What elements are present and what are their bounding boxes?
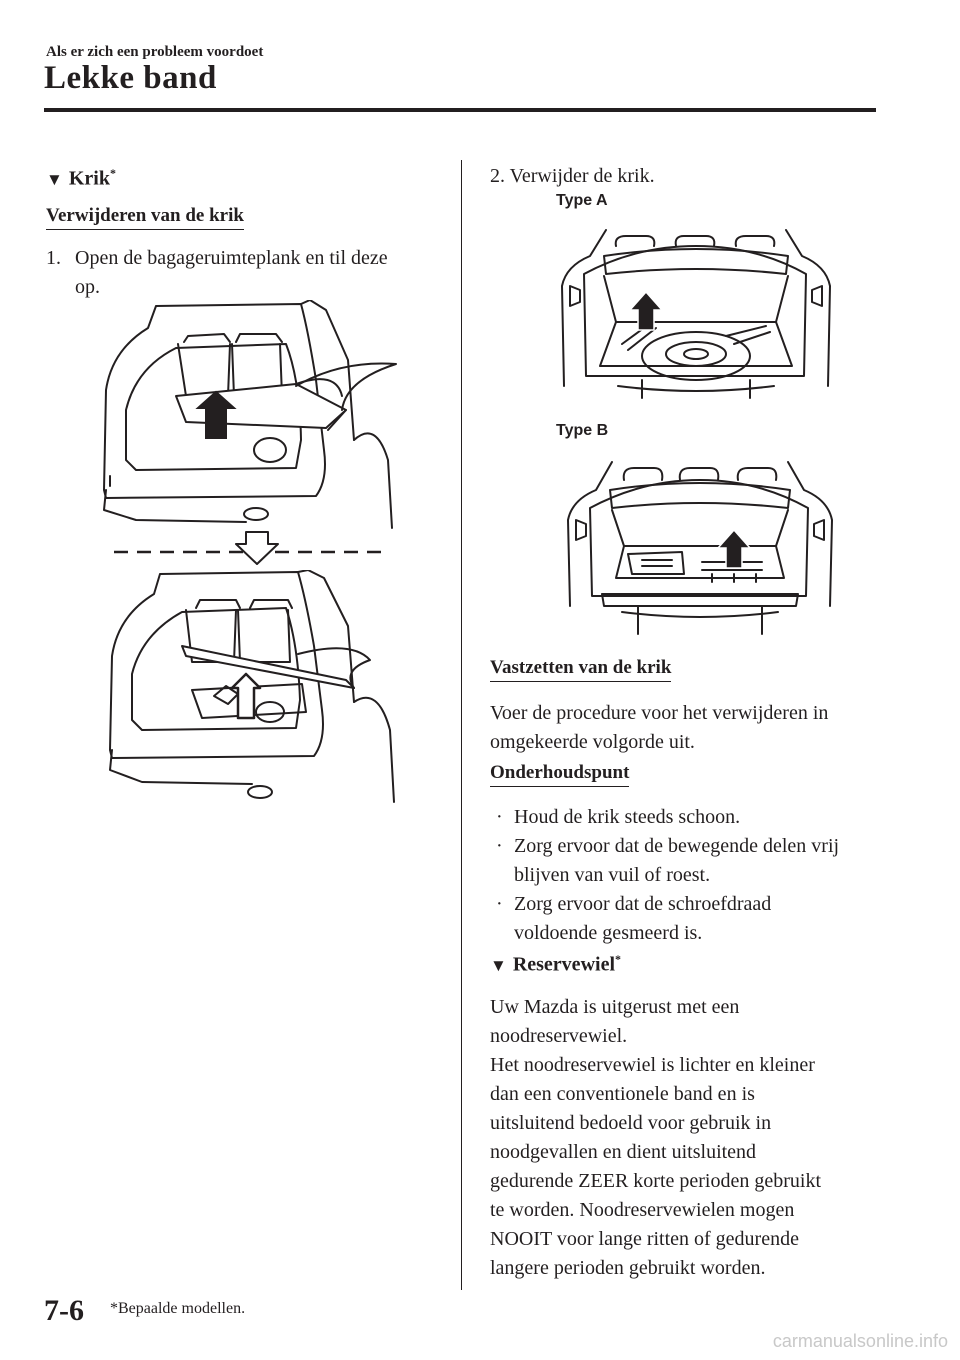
bullet-dot: · — [496, 806, 503, 828]
figure-label-type-b: Type B — [556, 422, 609, 439]
watermark: carmanualsonline.info — [772, 1331, 948, 1351]
step-1-line-2: op. — [75, 276, 100, 298]
spare-paragraph — [490, 993, 821, 1283]
spare-line: gedurende ZEER korte perioden gebruikt — [490, 1170, 821, 1192]
bullet-2-line-1: Zorg ervoor dat de bewegende delen vrij — [514, 835, 840, 857]
bullet-dot: · — [496, 893, 503, 915]
heading-reservewiel — [490, 952, 621, 977]
bullet-dot: · — [496, 835, 503, 857]
heading-reservewiel-text: Reservewiel — [512, 953, 615, 976]
heading-krik — [46, 166, 116, 191]
step-1-line-1: Open de bagageruimteplank en til deze — [75, 247, 388, 269]
spare-line: Het noodreservewiel is lichter en kleiner — [490, 1054, 815, 1076]
secure-line-1: Voer de procedure voor het verwijderen in — [490, 702, 829, 724]
page-title: Lekke band — [44, 60, 217, 96]
illustration-type-b — [562, 456, 838, 636]
spare-line: NOOIT voor lange ritten of gedurende — [490, 1228, 799, 1250]
step-1-number: 1. — [46, 247, 61, 269]
footnote: *Bepaalde modellen. — [110, 1300, 246, 1317]
page-number: 7-6 — [44, 1294, 84, 1327]
illustration-type-a — [556, 226, 836, 402]
spare-line: te worden. Noodreservewielen mogen — [490, 1199, 795, 1221]
column-divider — [461, 160, 462, 1290]
triangle-down-icon: ▼ — [46, 169, 63, 189]
spare-line: langere perioden gebruikt worden. — [490, 1257, 766, 1279]
triangle-down-icon: ▼ — [490, 955, 507, 975]
subheading-secure-jack: Vastzetten van de krik — [490, 657, 671, 682]
spare-line: noodgevallen en dient uitsluitend — [490, 1141, 757, 1163]
bullet-3-line-2: voldoende gesmeerd is. — [514, 922, 703, 944]
section-label: Als er zich een probleem voordoet — [46, 44, 264, 60]
asterisk-mark: * — [615, 952, 621, 966]
step-2: 2. Verwijder de krik. — [490, 165, 655, 187]
secure-line-2: omgekeerde volgorde uit. — [490, 731, 695, 753]
asterisk-mark: * — [109, 166, 116, 180]
figure-label-type-a: Type A — [556, 192, 608, 209]
illustration-lift-cargo-board — [102, 570, 402, 804]
spare-line: dan een conventionele band en is — [490, 1083, 755, 1105]
spare-line: uitsluitend bedoeld voor gebruik in — [490, 1112, 772, 1134]
title-rule — [44, 108, 876, 112]
subheading-maintenance: Onderhoudspunt — [490, 762, 629, 787]
illustration-open-cargo-board — [96, 300, 406, 530]
bullet-3-line-1: Zorg ervoor dat de schroefdraad — [514, 893, 772, 915]
spare-line: Uw Mazda is uitgerust met een — [490, 996, 740, 1018]
bullet-1-text: Houd de krik steeds schoon. — [514, 806, 741, 828]
subheading-remove-jack: Verwijderen van de krik — [46, 205, 244, 230]
arrow-down-icon — [232, 530, 282, 566]
heading-krik-text: Krik — [68, 167, 110, 190]
spare-line: noodreservewiel. — [490, 1025, 628, 1047]
bullet-2-line-2: blijven van vuil of roest. — [514, 864, 711, 886]
